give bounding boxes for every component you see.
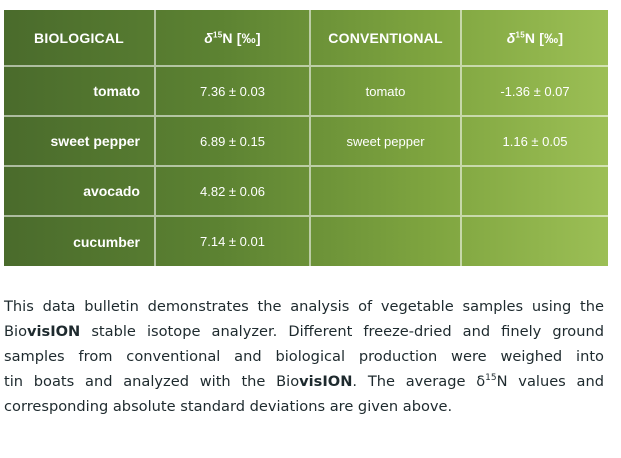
header-delta-unit-2: N [‰]: [524, 29, 564, 46]
bio-sample-name: avocado: [4, 167, 156, 217]
conv-sample-name: [311, 167, 462, 217]
conv-sample-value: -1.36 ± 0.07: [462, 67, 608, 117]
header-conventional-label: CONVENTIONAL: [328, 29, 443, 46]
brand-name: visION: [27, 323, 81, 340]
header-biological: [4, 10, 156, 67]
results-grid: [4, 10, 608, 266]
description-line: [4, 319, 604, 344]
isotope-superscript: 15: [485, 373, 497, 384]
description-text: . The average δ: [352, 373, 486, 390]
description-line: samples from conventional and biological production were weighed into: [4, 348, 604, 365]
brand-prefix: Bio: [4, 323, 27, 340]
bio-sample-name: cucumber: [4, 217, 156, 266]
description-text: stable isotope analyzer. Different freeze-dried and finely ground: [80, 323, 604, 340]
header-delta-symbol: $\delta^{15}$: [204, 29, 223, 46]
bio-sample-value: 6.89 ± 0.15: [156, 117, 311, 167]
header-delta-superscript-2: 15: [515, 29, 525, 39]
bio-sample-value: 7.36 ± 0.03: [156, 67, 311, 117]
header-delta-unit: N [‰]: [222, 29, 261, 46]
brand-name: visION: [299, 373, 353, 390]
conv-sample-name: sweet pepper: [311, 117, 462, 167]
description-paragraph: [4, 294, 604, 419]
description-line: This data bulletin demonstrates the analysis of vegetable samples using the: [4, 298, 604, 315]
header-delta-symbol-2: $\delta^{15}$: [506, 29, 525, 46]
bio-sample-value: 4.82 ± 0.06: [156, 167, 311, 217]
bio-sample-value: 7.14 ± 0.01: [156, 217, 311, 266]
bio-sample-name: tomato: [4, 67, 156, 117]
conv-sample-value: [462, 167, 608, 217]
description-text: N values and: [496, 373, 604, 390]
bio-sample-name: sweet pepper: [4, 117, 156, 167]
description-line: [4, 369, 604, 394]
conv-sample-value: [462, 217, 608, 266]
conv-sample-value: 1.16 ± 0.05: [462, 117, 608, 167]
header-conventional: [311, 10, 462, 67]
header-biological-label: BIOLOGICAL: [34, 29, 124, 46]
header-delta-conventional: [462, 10, 608, 67]
conv-sample-name: [311, 217, 462, 266]
conv-sample-name: tomato: [311, 67, 462, 117]
description-line: corresponding absolute standard deviations are given above.: [4, 398, 453, 415]
header-delta-superscript: 15: [213, 29, 223, 39]
description-text: tin boats and analyzed with the Bio: [4, 373, 300, 390]
header-delta-biological: [156, 10, 311, 67]
results-table: [4, 10, 608, 266]
